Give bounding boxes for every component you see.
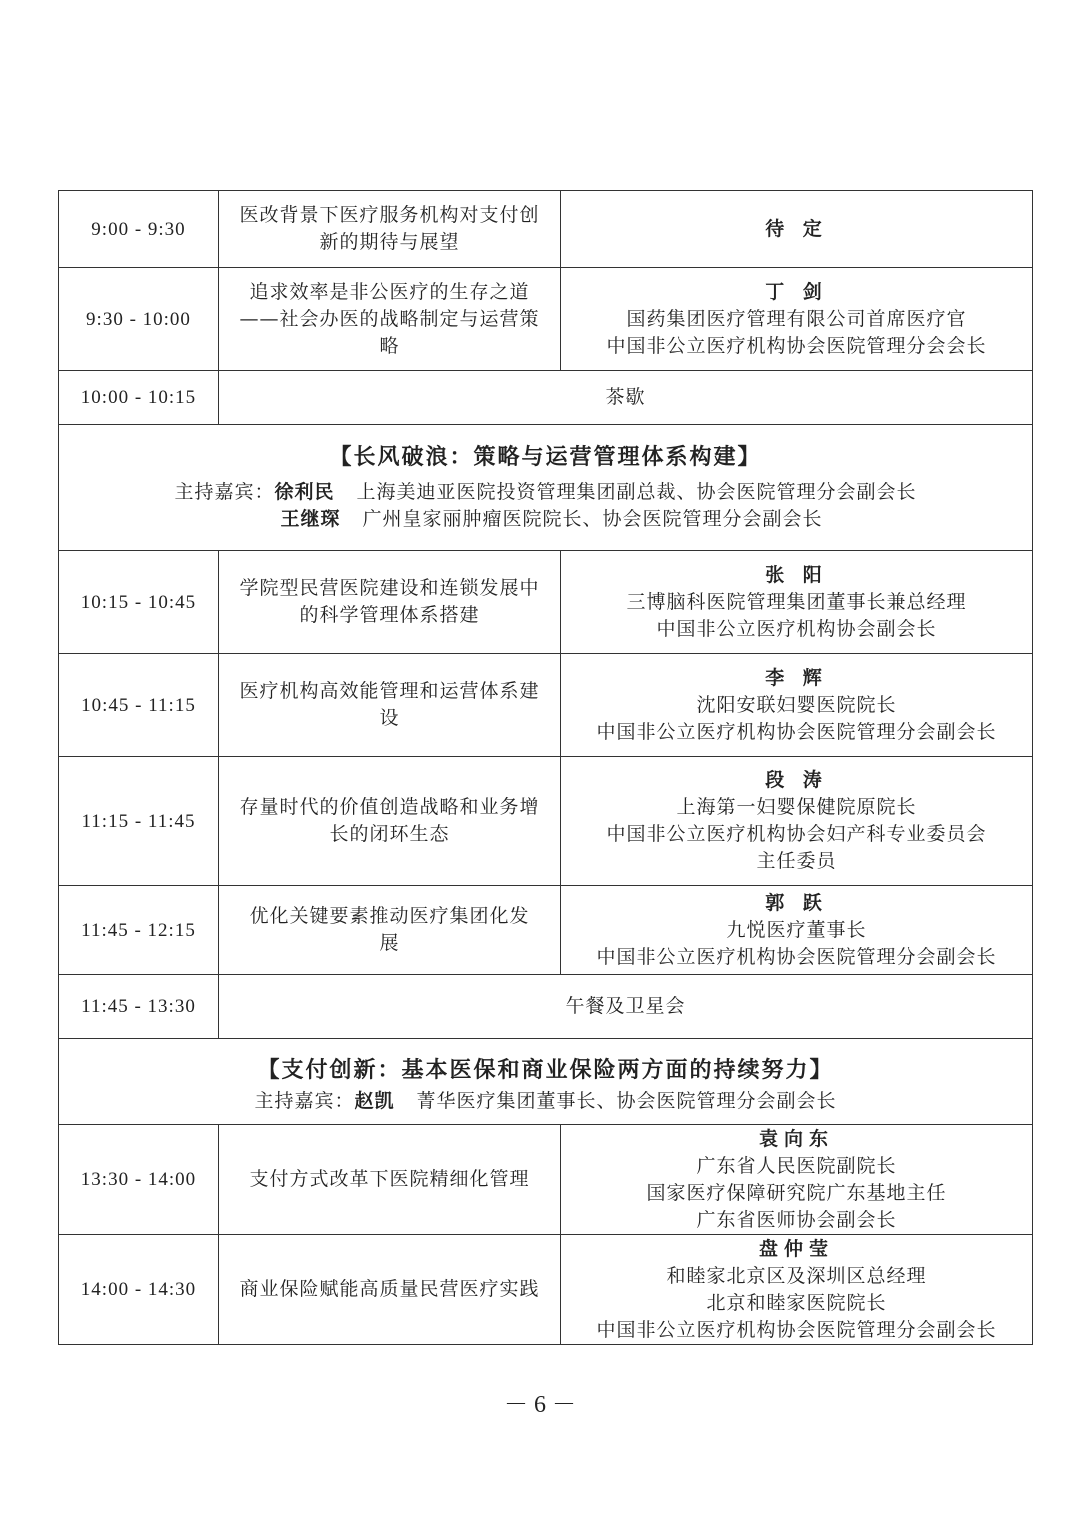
speaker-title: 中国非公立医疗机构协会妇产科专业委员会	[606, 823, 987, 845]
agenda-row	[59, 757, 1033, 886]
host-list	[174, 479, 916, 545]
speaker-cell	[561, 886, 1033, 975]
speaker-cell	[561, 268, 1033, 371]
topic-cell: 支付方式改革下医院精细化管理	[219, 1125, 561, 1235]
speaker-cell	[561, 757, 1033, 886]
section-row	[59, 425, 1033, 551]
speaker-title: 北京和睦家医院院长	[706, 1291, 887, 1314]
agenda-row	[59, 1125, 1033, 1235]
host-desc: 广州皇家丽肿瘤医院院长、协会医院管理分会副会长	[362, 508, 823, 530]
speaker-name: 盘仲莹	[758, 1237, 834, 1260]
speaker-title: 中国非公立医疗机构协会医院管理分会副会长	[596, 720, 997, 743]
speaker-cell	[561, 551, 1033, 654]
speaker-title: 广东省人民医院副院长	[696, 1154, 897, 1177]
speaker-cell	[561, 191, 1033, 268]
time-cell: 10:45 - 11:15	[59, 654, 219, 757]
agenda-row	[59, 886, 1033, 975]
time-cell: 9:00 - 9:30	[59, 191, 219, 268]
speaker-title: 沈阳安联妇婴医院院长	[696, 693, 897, 716]
host-desc: 上海美迪亚医院投资管理集团副总裁、协会医院管理分会副会长	[356, 481, 917, 503]
speaker-name: 张 阳	[765, 563, 828, 586]
time-cell: 11:45 - 12:15	[59, 886, 219, 975]
host-desc: 菁华医疗集团董事长、协会医院管理分会副会长	[416, 1089, 837, 1112]
speaker-title: 九悦医疗董事长	[726, 918, 867, 941]
speaker-cell	[561, 1235, 1033, 1345]
speaker-name: 袁向东	[758, 1127, 834, 1150]
topic-cell: 医改背景下医疗服务机构对支付创新的期待与展望	[219, 191, 561, 268]
speaker-title: 中国非公立医疗机构协会医院管理分会副会长	[596, 945, 997, 968]
topic-cell: 医疗机构高效能管理和运营体系建设	[219, 654, 561, 757]
speaker-title: 主任委员	[756, 850, 837, 872]
speaker-title: 国药集团医疗管理有限公司首席医疗官	[626, 307, 967, 330]
speaker-cell	[561, 1125, 1033, 1235]
section-row	[59, 1039, 1033, 1125]
host-name: 赵凯	[354, 1089, 395, 1112]
topic-cell: 优化关键要素推动医疗集团化发展	[219, 886, 561, 975]
time-cell: 10:00 - 10:15	[59, 371, 219, 425]
section-cell	[59, 1039, 1033, 1125]
topic-cell: 追求效率是非公医疗的生存之道——社会办医的战略制定与运营策略	[219, 268, 561, 371]
host-name: 王继琛	[280, 508, 341, 530]
speaker-title: 三博脑科医院管理集团董事长兼总经理	[626, 590, 967, 613]
agenda-row	[59, 654, 1033, 757]
topic-cell: 商业保险赋能高质量民营医疗实践	[219, 1235, 561, 1345]
speaker-title: 上海第一妇婴保健院原院长	[676, 796, 917, 818]
host-row	[174, 506, 916, 533]
page-number: － 6 －	[504, 1392, 576, 1418]
agenda-row	[59, 268, 1033, 371]
time-cell: 10:15 - 10:45	[59, 551, 219, 654]
speaker-name: 丁 剑	[765, 280, 828, 303]
break-cell: 茶歇	[219, 371, 1033, 425]
topic-cell: 学院型民营医院建设和连锁发展中的科学管理体系搭建	[219, 551, 561, 654]
speaker-name: 郭 跃	[765, 891, 828, 914]
speaker-title: 中国非公立医疗机构协会医院管理分会会长	[606, 334, 987, 357]
speaker-title: 和睦家北京区及深圳区总经理	[666, 1264, 927, 1287]
topic-cell: 存量时代的价值创造战略和业务增长的闭环生态	[219, 757, 561, 886]
break-row	[59, 975, 1033, 1039]
time-cell: 14:00 - 14:30	[59, 1235, 219, 1345]
section-cell	[59, 425, 1033, 551]
speaker-title: 中国非公立医疗机构协会医院管理分会副会长	[596, 1318, 997, 1341]
section-title: 【长风破浪：策略与运营管理体系构建】	[329, 445, 762, 470]
host-row	[174, 479, 916, 506]
host-row	[254, 1088, 836, 1115]
speaker-title: 国家医疗保障研究院广东基地主任	[646, 1181, 947, 1204]
section-title: 【支付创新：基本医保和商业保险两方面的持续努力】	[257, 1057, 834, 1083]
time-cell: 9:30 - 10:00	[59, 268, 219, 371]
host-label: 主持嘉宾：	[254, 1089, 355, 1112]
host-name: 徐利民	[274, 481, 335, 503]
speaker-title: 广东省医师协会副会长	[696, 1208, 897, 1231]
agenda-row	[59, 551, 1033, 654]
agenda-row	[59, 1235, 1033, 1345]
host-label: 主持嘉宾：	[174, 481, 275, 503]
speaker-name: 待 定	[765, 217, 828, 240]
speaker-cell	[561, 654, 1033, 757]
break-row	[59, 371, 1033, 425]
time-cell: 11:45 - 13:30	[59, 975, 219, 1039]
break-cell: 午餐及卫星会	[219, 975, 1033, 1039]
speaker-name: 段 涛	[765, 769, 828, 791]
time-cell: 13:30 - 14:00	[59, 1125, 219, 1235]
time-cell: 11:15 - 11:45	[59, 757, 219, 886]
speaker-title: 中国非公立医疗机构协会副会长	[656, 617, 937, 640]
speaker-name: 李 辉	[765, 666, 828, 689]
agenda-row	[59, 191, 1033, 268]
agenda-table	[58, 190, 1033, 1345]
host-list	[254, 1088, 836, 1119]
